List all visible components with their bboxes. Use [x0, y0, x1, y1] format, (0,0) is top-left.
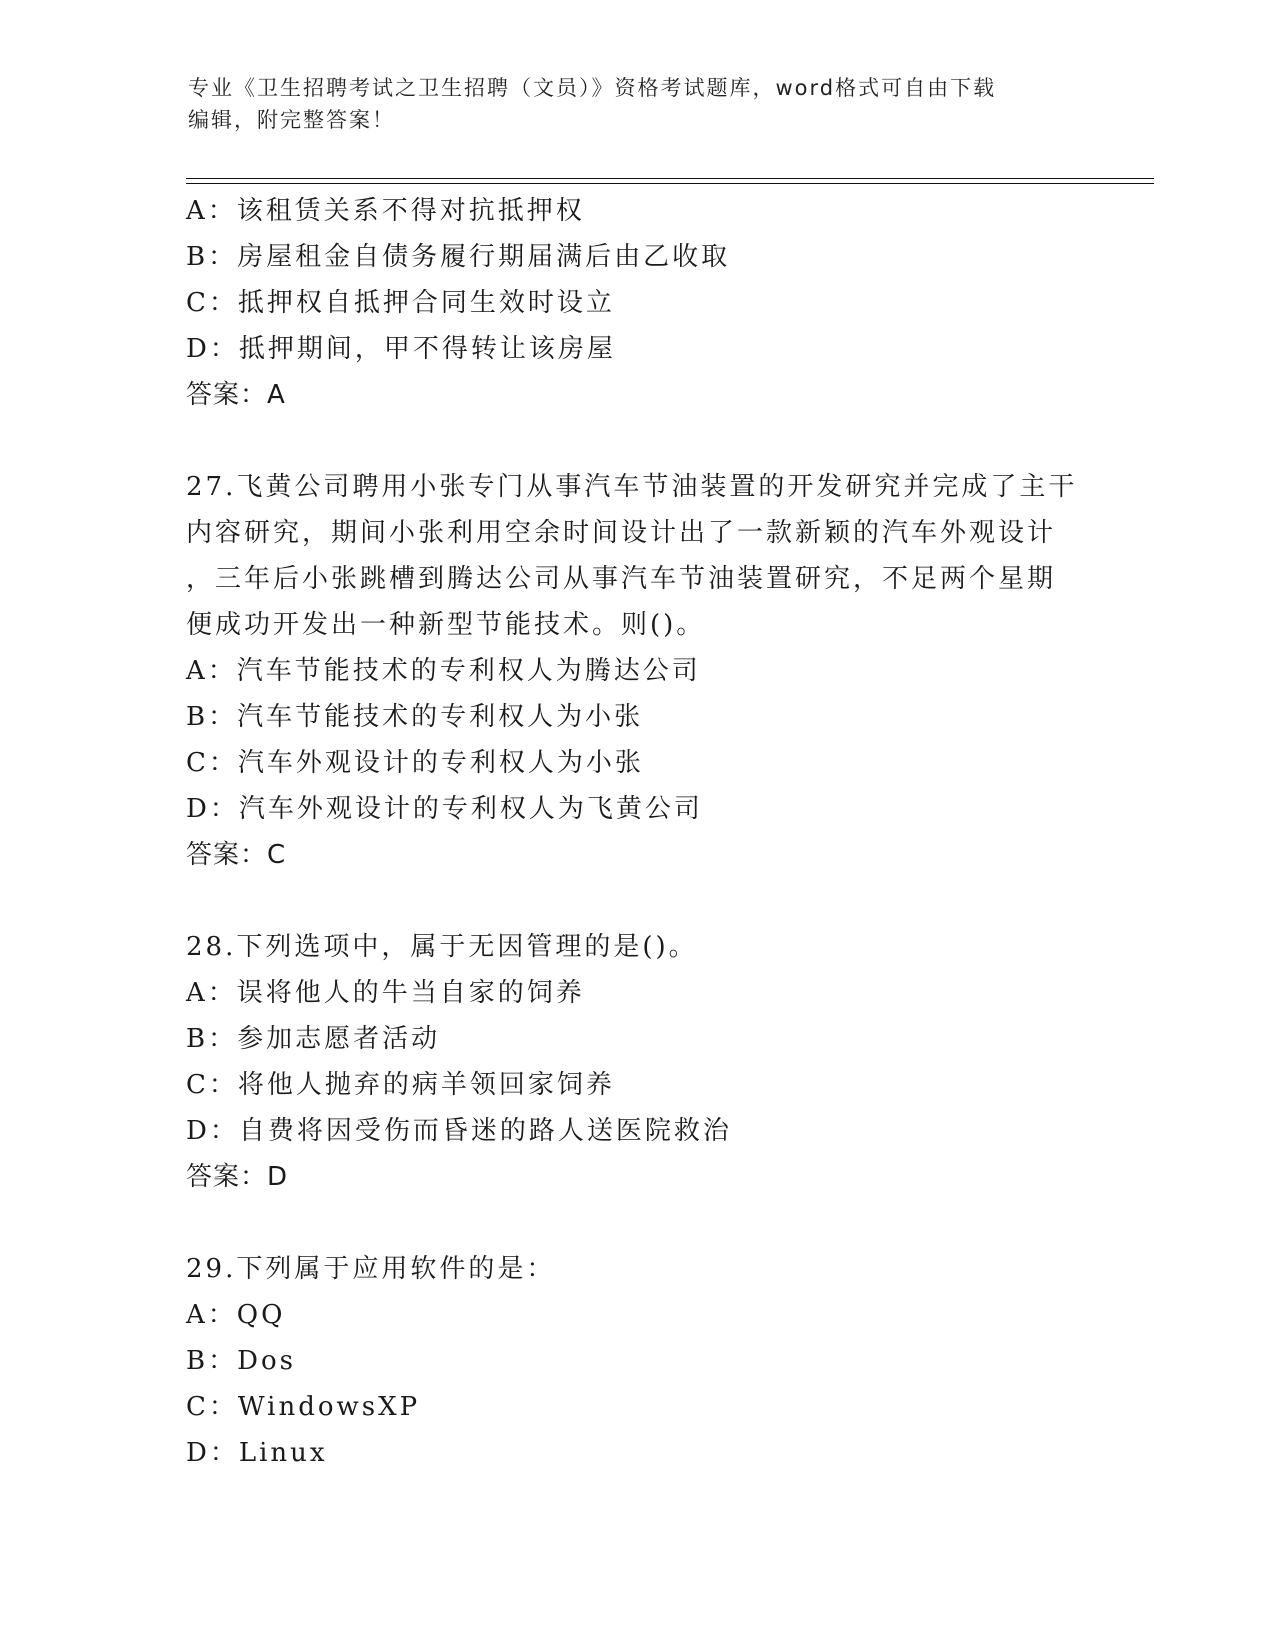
answer: 答案：C: [186, 840, 287, 870]
answer: 答案：A: [186, 380, 286, 410]
question-stem-line: 内容研究，期间小张利用空余时间设计出了一款新颖的汽车外观设计: [186, 518, 1057, 548]
header-line-1: 专业《卫生招聘考试之卫生招聘（文员）》资格考试题库，word格式可自由下载: [188, 76, 997, 100]
option-c: C：抵押权自抵押合同生效时设立: [186, 288, 615, 318]
question-29: [186, 1246, 1086, 1476]
option-d: D：抵押期间，甲不得转让该房屋: [186, 334, 616, 364]
option-a: A：QQ: [186, 1300, 286, 1330]
header-line-2: 编辑，附完整答案！: [188, 108, 395, 132]
option-a: A：误将他人的牛当自家的饲养: [186, 978, 585, 1008]
question-stem-line: ，三年后小张跳槽到腾达公司从事汽车节油装置研究，不足两个星期: [186, 564, 1057, 594]
option-c: C：WindowsXP: [186, 1392, 421, 1422]
option-c: C：汽车外观设计的专利权人为小张: [186, 748, 644, 778]
question-stem-line: 27.飞黄公司聘用小张专门从事汽车节油装置的开发研究并完成了主干: [186, 472, 1078, 502]
question-list: [186, 188, 1086, 1476]
spacer: [186, 878, 1086, 924]
answer: 答案：D: [186, 1162, 289, 1192]
document-header: [188, 72, 1088, 136]
header-divider-bottom: [186, 183, 1154, 184]
spacer: [186, 1200, 1086, 1246]
spacer: [186, 418, 1086, 464]
option-c: C：将他人抛弃的病羊领回家饲养: [186, 1070, 615, 1100]
option-b: B：参加志愿者活动: [186, 1024, 441, 1054]
question-stem: 28.下列选项中，属于无因管理的是()。: [186, 932, 698, 962]
question-stem-line: 便成功开发出一种新型节能技术。则()。: [186, 610, 706, 640]
option-a: A：该租赁关系不得对抗抵押权: [186, 196, 585, 226]
option-a: A：汽车节能技术的专利权人为腾达公司: [186, 656, 701, 686]
question-26: [186, 188, 1086, 418]
question-27: [186, 464, 1086, 878]
question-stem: 29.下列属于应用软件的是：: [186, 1254, 556, 1284]
option-d: D：汽车外观设计的专利权人为飞黄公司: [186, 794, 703, 824]
option-b: B：房屋租金自债务履行期届满后由乙收取: [186, 242, 731, 272]
option-b: B：汽车节能技术的专利权人为小张: [186, 702, 644, 732]
option-d: D：Linux: [186, 1438, 328, 1468]
question-28: [186, 924, 1086, 1200]
header-divider-top: [186, 178, 1154, 179]
option-d: D：自费将因受伤而昏迷的路人送医院救治: [186, 1116, 732, 1146]
option-b: B：Dos: [186, 1346, 296, 1376]
